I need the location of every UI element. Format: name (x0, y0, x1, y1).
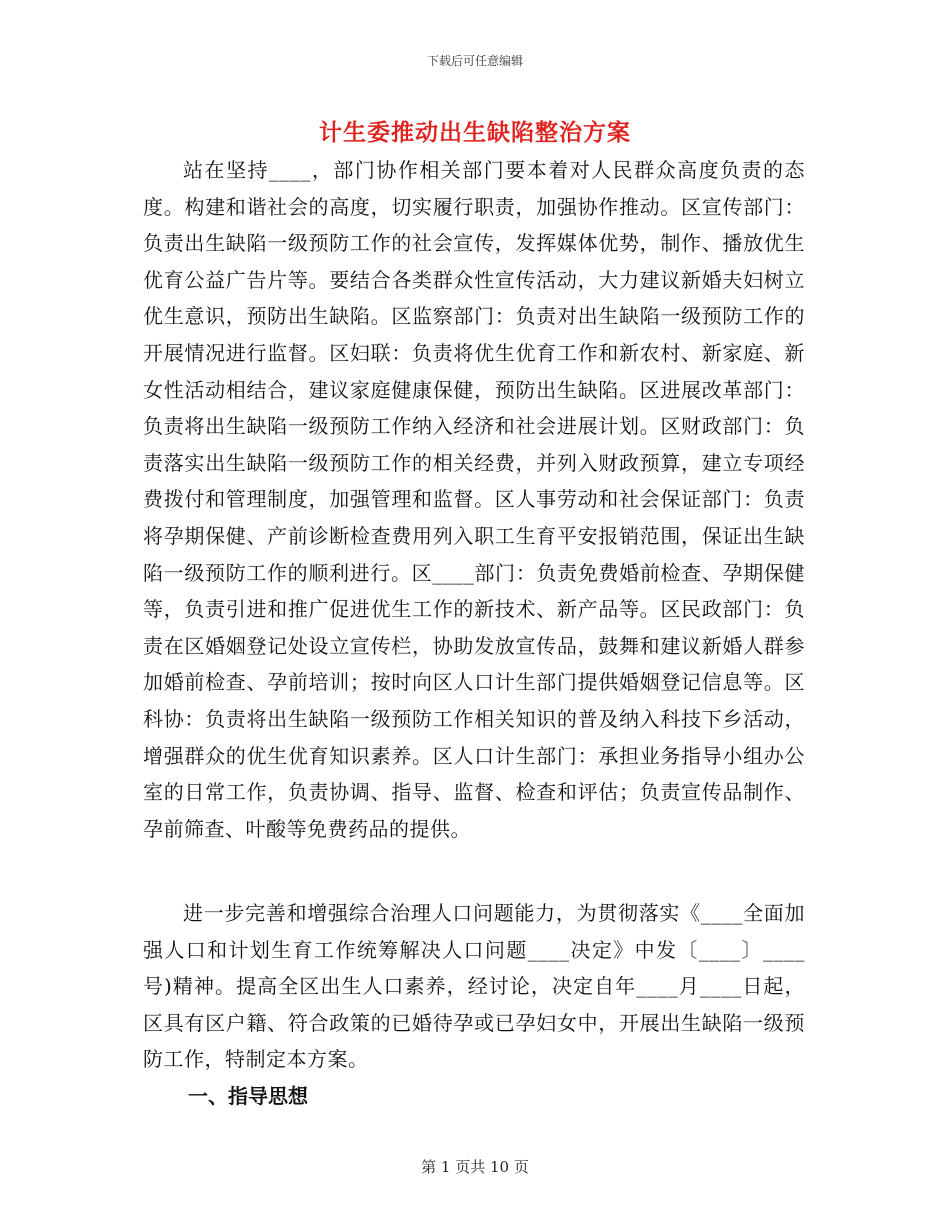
body-paragraph-2: 进一步完善和增强综合治理人口问题能力，为贯彻落实《____全面加强人口和计划生育工作统筹解决人口问题____决定》中发〔____〕____号)精神。提高全区出生人口素养，经讨论，决定自年____月____日起，区具有区户籍、符合政策的已婚待孕或已孕妇女中，开展出生缺陷一级预防工作，特制定本方案。 (143, 901, 805, 1072)
section-heading: 一、指导思想 (188, 1084, 308, 1108)
document-title: 计生委推动出生缺陷整治方案 (319, 120, 631, 146)
header-note: 下载后可任意编辑 (426, 54, 523, 68)
page-footer: 第 1 页共 10 页 (421, 1158, 529, 1176)
body-paragraph-1: 站在坚持____，部门协作相关部门要本着对人民群众高度负责的态度。构建和谐社会的高度，切实履行职责，加强协作推动。区宣传部门：负责出生缺陷一级预防工作的社会宣传，发挥媒体优势，制作、播放优生优育公益广告片等。要结合各类群众性宣传活动，大力建议新婚夫妇树立优生意识，预防出生缺陷。区监察部门：负责对出生缺陷一级预防工作的开展情况进行监督。区妇联：负责将优生优育工作和新农村、新家庭、新女性活动相结合，建议家庭健康保健，预防出生缺陷。区进展改革部门：负责将出生缺陷一级预防工作纳入经济和社会进展计划。区财政部门：负责落实出生缺陷一级预防工作的相关经费，并列入财政预算，建立专项经费拨付和管理制度，加强管理和监督。区人事劳动和社会保证部门：负责将孕期保健、产前诊断检查费用列入职工生育平安报销范围，保证出生缺陷一级预防工作的顺利进行。区____部门：负责免费婚前检查、孕期保健等，负责引进和推广促进优生工作的新技术、新产品等。区民政部门：负责在区婚姻登记处设立宣传栏，协助发放宣传品，鼓舞和建议新婚人群参加婚前检查、孕前培训；按时向区人口计生部门提供婚姻登记信息等。区科协：负责将出生缺陷一级预防工作相关知识的普及纳入科技下乡活动，增强群众的优生优育知识素养。区人口计生部门：承担业务指导小组办公室的日常工作，负责协调、指导、监督、检查和评估；负责宣传品制作、孕前筛查、叶酸等免费药品的提供。 (143, 158, 805, 841)
